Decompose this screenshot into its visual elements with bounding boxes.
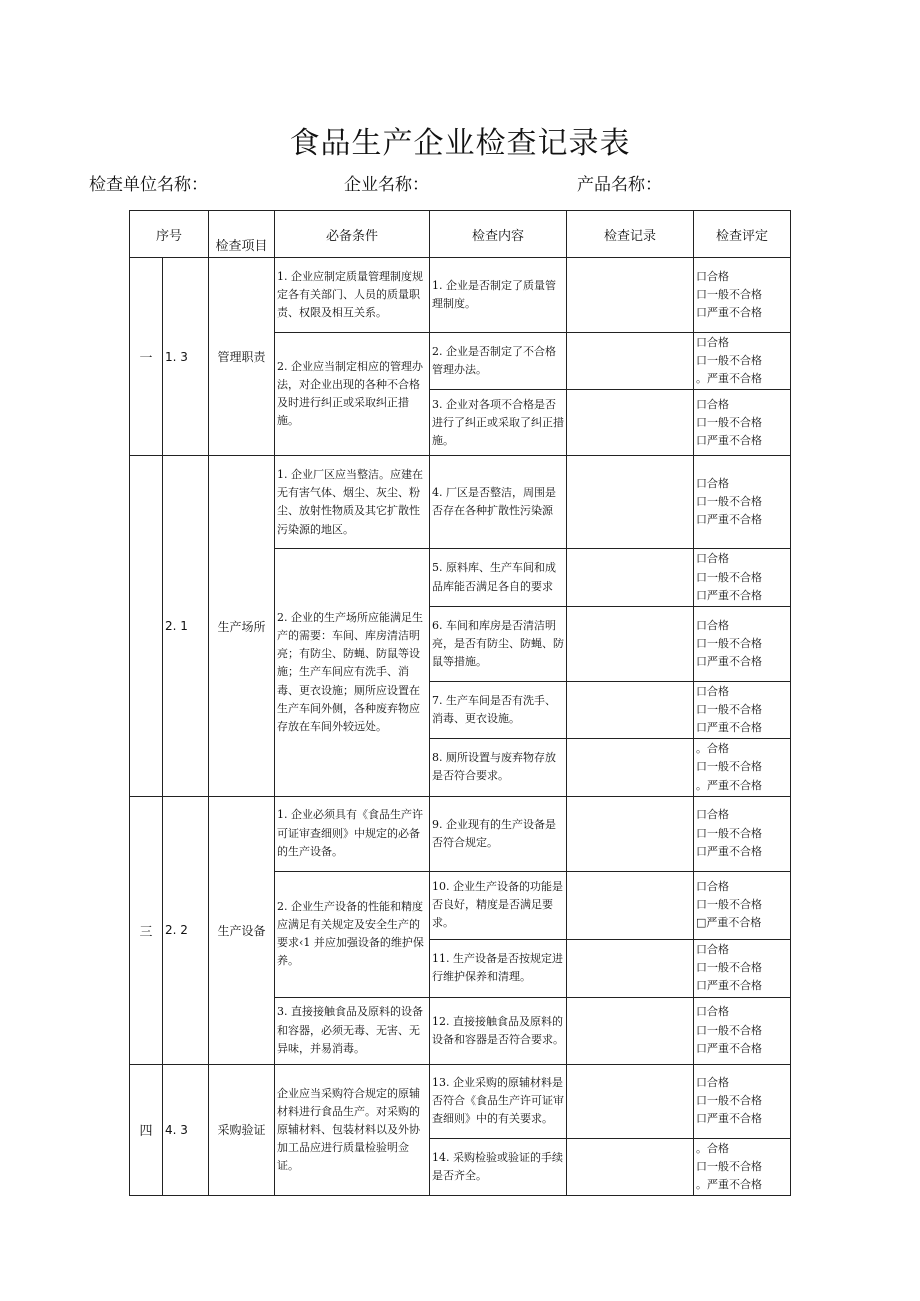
requirement-cell: 企业应当采购符合规定的原辅材料进行食品生产。对采购的原辅材料、包装材料以及外协加工品应进行质量检验明佥证。 <box>275 1064 430 1195</box>
rating-option-pass[interactable]: 口合格 <box>696 942 730 956</box>
section-number: 一 <box>130 258 163 456</box>
check-content-cell: 13. 企业采购的原辅材料是否符合《食品生产许可证审查细则》中的有关要求。 <box>430 1064 567 1138</box>
rating-cell <box>694 606 791 681</box>
rating-cell <box>694 739 791 796</box>
record-cell[interactable] <box>567 681 694 738</box>
rating-option-severe[interactable]: 口严重不合格 <box>696 433 763 447</box>
rating-cell <box>694 549 791 606</box>
record-cell[interactable] <box>567 1138 694 1195</box>
page-title: 食品生产企业检查记录表 <box>289 126 631 161</box>
header-item: 检查项目 <box>209 211 275 258</box>
check-content-cell: 6. 车间和库房是否清洁明亮，是否有防尘、防蝇、防鼠等措施。 <box>430 606 567 681</box>
rating-option-severe[interactable]: □严重不合格 <box>696 916 762 930</box>
inspection-unit-label: 检查单位名称： <box>89 175 208 195</box>
check-content-cell: 14. 采购检验或验证的手续是否齐全。 <box>430 1138 567 1195</box>
rating-option-minor[interactable]: 口一般不合格 <box>696 826 763 840</box>
section-number <box>130 456 163 796</box>
requirement-cell: 2. 企业生产设备的性能和精度应满足有关规定及安全生产的要求‹1 并应加强设备的维护保养。 <box>275 871 430 997</box>
check-content-cell: 9. 企业现有的生产设备是否符合规定。 <box>430 796 567 871</box>
header-seq: 序号 <box>130 211 209 258</box>
check-content-cell: 3. 企业对各项不合格是否进行了纠正或采取了纠正措施。 <box>430 390 567 456</box>
section-code: 2. 1 <box>163 456 209 796</box>
record-cell[interactable] <box>567 333 694 390</box>
rating-option-severe[interactable]: 。严重不合格 <box>696 1177 763 1191</box>
header-record: 检查记录 <box>567 211 694 258</box>
rating-option-severe[interactable]: 。严重不合格 <box>696 778 763 792</box>
requirement-cell: 1. 企业厂区应当整洁。应建在无有害气体、烟尘、灰尘、粉尘、放射性物质及其它扩散性污染源的地区。 <box>275 456 430 549</box>
rating-option-minor[interactable]: 口一般不合格 <box>696 415 763 429</box>
rating-cell <box>694 796 791 871</box>
record-cell[interactable] <box>567 939 694 997</box>
requirement-cell: 2. 企业应当制定相应的管理办法，对企业出现的各种不合格及时进行纠正或采取纠正措施。 <box>275 333 430 456</box>
check-content-cell: 4. 厂区是否整洁，周围是否存在各种扩散性污染源 <box>430 456 567 549</box>
check-content-cell: 12. 直接接触食品及原料的设备和容器是否符合要求。 <box>430 997 567 1064</box>
record-cell[interactable] <box>567 258 694 333</box>
record-cell[interactable] <box>567 739 694 796</box>
table-row <box>130 1064 791 1138</box>
record-cell[interactable] <box>567 796 694 871</box>
inspection-table <box>129 210 791 1196</box>
section-code: 1. 3 <box>163 258 209 456</box>
rating-option-severe[interactable]: 口严重不合格 <box>696 1041 763 1055</box>
header-requirement: 必备条件 <box>275 211 430 258</box>
rating-cell <box>694 997 791 1064</box>
rating-option-pass[interactable]: 口合格 <box>696 397 730 411</box>
rating-option-severe[interactable]: 口严重不合格 <box>696 1112 763 1126</box>
record-cell[interactable] <box>567 390 694 456</box>
rating-cell <box>694 871 791 939</box>
company-name-label: 企业名称： <box>344 175 429 195</box>
rating-option-severe[interactable]: 。严重不合格 <box>696 372 763 386</box>
section-item: 生产场所 <box>209 456 275 796</box>
section-code: 4. 3 <box>163 1064 209 1195</box>
rating-cell <box>694 1138 791 1195</box>
rating-option-pass[interactable]: 口合格 <box>696 477 730 491</box>
rating-option-pass[interactable]: 口合格 <box>696 1075 730 1089</box>
rating-option-minor[interactable]: 口一般不合格 <box>696 760 763 774</box>
check-content-cell: 10. 企业生产设备的功能是否良好，精度是否满足要求。 <box>430 871 567 939</box>
requirement-cell: 2. 企业的生产场所应能满足生产的需要：车间、库房清洁明亮；有防尘、防蝇、防鼠等设施；生产车间应有洗手、消毒、更衣设施；厕所应设置在生产车间外侧，各种废弃物应存放在车间外较远处。 <box>275 549 430 796</box>
rating-option-minor[interactable]: 口一般不合格 <box>696 1159 763 1173</box>
section-code: 2. 2 <box>163 796 209 1064</box>
rating-option-minor[interactable]: 口一般不合格 <box>696 1023 763 1037</box>
check-content-cell: 5. 原料库、生产车间和成品库能否满足各自的要求 <box>430 549 567 606</box>
section-item: 生产设备 <box>209 796 275 1064</box>
section-number: 四 <box>130 1064 163 1195</box>
rating-option-pass[interactable]: 。合格 <box>696 742 730 756</box>
rating-option-severe[interactable]: 口严重不合格 <box>696 513 763 527</box>
rating-option-minor[interactable]: 口一般不合格 <box>696 898 763 912</box>
rating-cell <box>694 681 791 738</box>
table-row <box>130 258 791 333</box>
record-cell[interactable] <box>567 606 694 681</box>
rating-option-minor[interactable]: 口一般不合格 <box>696 636 763 650</box>
rating-option-pass[interactable]: 口合格 <box>696 336 730 349</box>
rating-option-pass[interactable]: 口合格 <box>696 879 730 893</box>
rating-option-severe[interactable]: 口严重不合格 <box>696 588 763 602</box>
rating-option-minor[interactable]: 口一般不合格 <box>696 570 763 584</box>
check-content-cell: 7. 生产车间是否有洗手、消毒、更衣设施。 <box>430 681 567 738</box>
rating-option-minor[interactable]: 口一般不合格 <box>696 287 763 301</box>
rating-cell <box>694 1064 791 1138</box>
rating-option-pass[interactable]: 口合格 <box>696 269 730 283</box>
rating-option-pass[interactable]: 口合格 <box>696 684 730 698</box>
rating-option-pass[interactable]: 口合格 <box>696 552 730 566</box>
rating-cell <box>694 390 791 456</box>
rating-option-minor[interactable]: 口一般不合格 <box>696 354 763 368</box>
check-content-cell: 1. 企业是否制定了质量管理制度。 <box>430 258 567 333</box>
rating-option-severe[interactable]: 口严重不合格 <box>696 844 763 858</box>
record-cell[interactable] <box>567 1064 694 1138</box>
table-row <box>130 456 791 549</box>
rating-option-severe[interactable]: 口严重不合格 <box>696 979 763 993</box>
check-content-cell: 2. 企业是否制定了不合格管理办法。 <box>430 333 567 390</box>
rating-option-severe[interactable]: 口严重不合格 <box>696 306 763 320</box>
check-content-cell: 11. 生产设备是否按规定进行维护保养和清理。 <box>430 939 567 997</box>
requirement-cell: 3. 直接接触食品及原料的设备和容器，必须无毒、无害、无异味，并易消毒。 <box>275 997 430 1064</box>
rating-option-severe[interactable]: 口严重不合格 <box>696 654 763 668</box>
rating-option-minor[interactable]: 口一般不合格 <box>696 1094 763 1108</box>
requirement-cell: 1. 企业应制定质量管理制度规定各有关部门、人员的质量职责、权限及相互关系。 <box>275 258 430 333</box>
table-header-row <box>130 211 791 258</box>
record-cell[interactable] <box>567 549 694 606</box>
rating-cell <box>694 258 791 333</box>
record-cell[interactable] <box>567 997 694 1064</box>
record-cell[interactable] <box>567 456 694 549</box>
section-number: 三 <box>130 796 163 1064</box>
rating-option-pass[interactable]: 口合格 <box>696 1005 730 1019</box>
product-name-label: 产品名称： <box>577 175 662 195</box>
table-row <box>130 796 791 871</box>
rating-option-severe[interactable]: 口严重不合格 <box>696 721 763 735</box>
requirement-cell: 1. 企业必须具有《食品生产许可证审查细则》中规定的必备的生产设备。 <box>275 796 430 871</box>
header-check-content: 检查内容 <box>430 211 567 258</box>
rating-option-pass[interactable]: 口合格 <box>696 618 730 632</box>
rating-cell <box>694 333 791 390</box>
rating-option-pass[interactable]: 口合格 <box>696 808 730 822</box>
header-rating: 检查评定 <box>694 211 791 258</box>
section-item: 采购验证 <box>209 1064 275 1195</box>
rating-option-pass[interactable]: 。合格 <box>696 1141 730 1155</box>
record-cell[interactable] <box>567 871 694 939</box>
rating-cell <box>694 456 791 549</box>
section-item: 管理职责 <box>209 258 275 456</box>
rating-option-minor[interactable]: 口一般不合格 <box>696 702 763 716</box>
rating-cell <box>694 939 791 997</box>
rating-option-minor[interactable]: 口一般不合格 <box>696 961 763 975</box>
check-content-cell: 8. 厕所设置与废弃物存放是否符合要求。 <box>430 739 567 796</box>
rating-option-minor[interactable]: 口一般不合格 <box>696 495 763 509</box>
